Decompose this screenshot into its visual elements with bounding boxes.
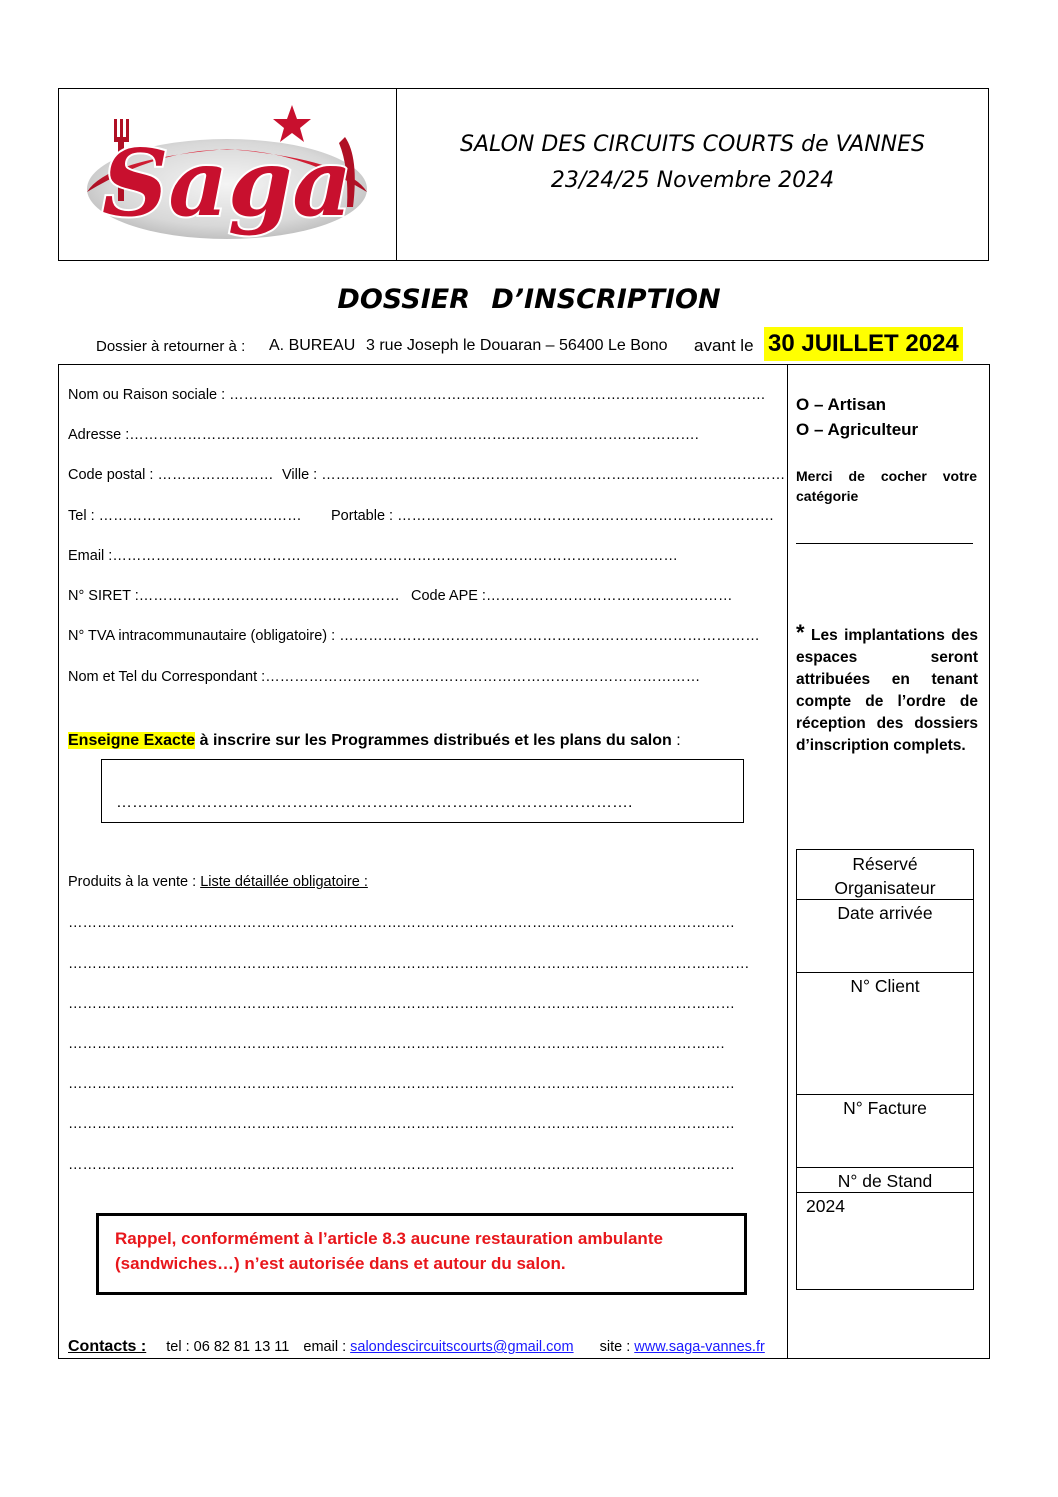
category-instruction: Merci de cocher votre catégorie	[796, 468, 977, 504]
field-email[interactable]: Email :………………………………………………………………………………………………………	[68, 548, 678, 564]
contacts-tel: tel : 06 82 81 13 11	[166, 1339, 290, 1355]
field-portable[interactable]: Portable : ……………………………………………………………………	[331, 508, 775, 524]
field-code-postal[interactable]: Code postal : ……………………	[68, 467, 274, 483]
rappel-box	[96, 1213, 747, 1295]
field-tva[interactable]: N° TVA intracommunautaire (obligatoire) : ……………………………………………………………………………	[68, 628, 760, 644]
enseigne-colon: :	[671, 732, 681, 749]
reserve-divider	[797, 1167, 973, 1168]
reserve-label-line1: Réservé	[852, 854, 918, 874]
products-line[interactable]: …………………………………………………………………………………………………………………………	[68, 915, 735, 931]
return-before: avant le	[694, 336, 754, 355]
date-arrivee-label: Date arrivée	[837, 903, 933, 923]
enseigne-highlight: Enseigne Exacte	[68, 732, 196, 749]
reserve-divider	[797, 899, 973, 900]
enseigne-label	[68, 732, 681, 750]
enseigne-text: à inscrire sur les Programmes distribués et les plans du salon	[195, 732, 672, 749]
logo-cell	[59, 89, 397, 260]
client-number-label: N° Client	[850, 976, 920, 996]
implantations-note	[796, 622, 978, 757]
reserve-divider	[797, 972, 973, 973]
contacts-label: Contacts :	[68, 1338, 147, 1355]
field-adresse[interactable]: Adresse :……………………………………………………………………………………………………….	[68, 427, 699, 443]
saga-logo	[77, 97, 377, 252]
salon-title	[397, 127, 988, 199]
divider	[796, 543, 973, 544]
contacts-email-label: email :	[303, 1339, 351, 1355]
return-address: 3 rue Joseph le Douaran – 56400 Le Bono	[366, 337, 668, 354]
products-line[interactable]: …………………………………………………………………………………………………………………………	[68, 1157, 735, 1173]
deadline-badge: 30 JUILLET 2024	[764, 327, 963, 361]
return-label: Dossier à retourner à :	[96, 338, 246, 355]
products-line[interactable]: …………………………………………………………………………………………………………………………	[68, 996, 735, 1012]
salon-name: SALON DES CIRCUITS COURTS de VANNES	[460, 132, 925, 157]
field-siret[interactable]: N° SIRET :………………………………………………	[68, 588, 400, 604]
field-ville[interactable]: Ville : ……………………………………………………………………………………	[282, 467, 786, 483]
products-label-text: Produits à la vente :	[68, 874, 201, 890]
products-line[interactable]: ……………………………………………………………………………………………………………………………	[68, 956, 750, 972]
page-title: DOSSIER D’INSCRIPTION	[337, 284, 721, 315]
stand-year: 2024	[806, 1196, 845, 1216]
reserve-divider	[797, 1192, 973, 1193]
products-label	[68, 874, 368, 890]
implantations-text: Les implantations des espaces seront attribuées en tenant compte de l’ordre de réception des dossiers d’inscription complets.	[796, 627, 978, 754]
checkbox-agriculteur[interactable]: O – Agriculteur	[796, 420, 919, 439]
products-required-note: Liste détaillée obligatoire :	[200, 874, 368, 890]
reserve-divider	[797, 1094, 973, 1095]
products-line[interactable]: …………………………………………………………………………………………………………………………	[68, 1076, 735, 1092]
field-tel[interactable]: Tel : ……………………………………	[68, 508, 302, 524]
organizer-reserved-box	[796, 849, 974, 1290]
contacts-site-label: site :	[599, 1339, 635, 1355]
invoice-number-label: N° Facture	[843, 1098, 927, 1118]
contacts-site-link[interactable]: www.saga-vannes.fr	[634, 1339, 765, 1355]
products-line[interactable]: …………………………………………………………………………………………………………………………	[68, 1116, 735, 1132]
enseigne-input-box[interactable]	[101, 759, 744, 823]
salon-dates: 23/24/25 Novembre 2024	[550, 168, 835, 193]
field-nom[interactable]: Nom ou Raison sociale : …………………………………………………………………………………………………	[68, 387, 766, 403]
contacts-line	[68, 1338, 765, 1356]
reserve-label-line2: Organisateur	[834, 878, 936, 898]
logo-wordmark: Saga	[102, 129, 352, 237]
enseigne-dots: …………………………………………………………………………………….	[116, 794, 633, 811]
checkbox-artisan[interactable]: O – Artisan	[796, 395, 887, 414]
header-box	[58, 88, 989, 261]
stand-number-label: N° de Stand	[837, 1171, 933, 1191]
products-line[interactable]: ……………………………………………………………………………………………………………………….	[68, 1036, 725, 1052]
field-correspondant[interactable]: Nom et Tel du Correspondant :………………………………………………………………………………	[68, 669, 701, 685]
return-name: A. BUREAU	[269, 337, 356, 354]
asterisk-icon: *	[796, 620, 805, 645]
column-divider	[787, 364, 788, 1358]
field-code-ape[interactable]: Code APE :……………………………………………	[411, 588, 733, 604]
contacts-email-link[interactable]: salondescircuitscourts@gmail.com	[350, 1339, 574, 1355]
rappel-text: Rappel, conformément à l’article 8.3 aucune restauration ambulante (sandwiches…) n’est autorisée dans et autour du salon.	[115, 1229, 663, 1273]
